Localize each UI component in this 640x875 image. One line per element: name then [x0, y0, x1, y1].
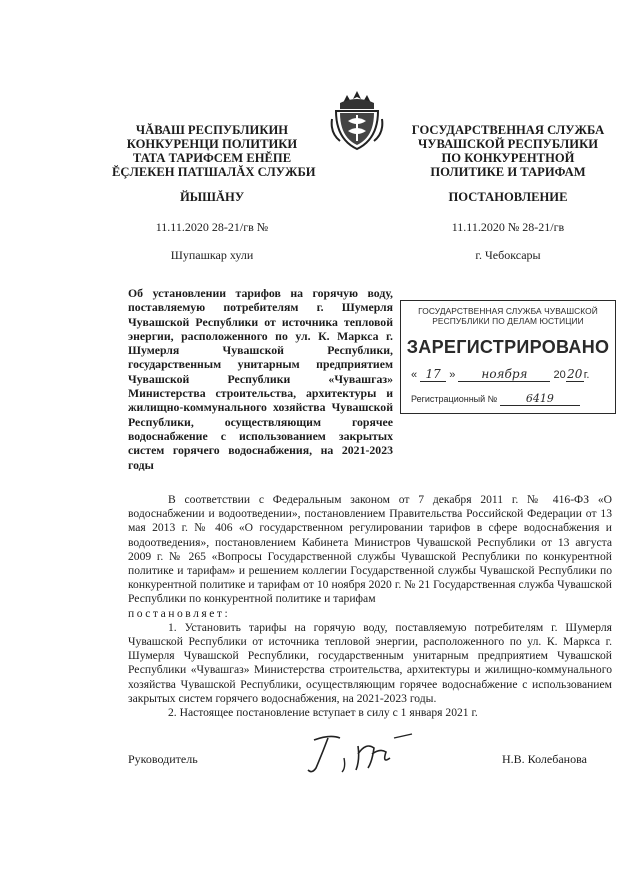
doc-type-chuvash: ЙЫШĂНУ	[179, 190, 245, 204]
item-2-paragraph: 2. Настоящее постановление вступает в силу с 1 января 2021 г.	[168, 706, 478, 720]
signatory-title: Руководитель	[128, 752, 198, 766]
stamp-registered-label: ЗАРЕГИСТРИРОВАНО	[406, 337, 610, 357]
header-right-line-3: ПО КОНКУРЕНТНОЙ	[441, 151, 575, 165]
header-right-russian	[408, 123, 608, 179]
header-left-line-2: КОНКУРЕНЦИ ПОЛИТИКИ	[126, 137, 298, 151]
stamp-year-prefix: 20	[553, 369, 566, 381]
handwritten-signature	[300, 728, 430, 778]
doc-date-number-chuvash: 11.11.2020 28-21/гв №	[155, 220, 269, 234]
stamp-quote-close: »	[449, 369, 456, 381]
doc-type-russian: ПОСТАНОВЛЕНИЕ	[448, 190, 568, 204]
stamp-month: ноября	[458, 367, 550, 382]
stamp-number-row	[411, 392, 607, 406]
header-left-line-4: ĔÇЛЕКЕН ПАТШАЛĂХ СЛУЖБИ	[112, 165, 316, 179]
stamp-date-row	[411, 367, 607, 382]
preamble-paragraph: В соответствии с Федеральным законом от 7 декабря 2011 г. № 416-ФЗ «О водоснабжении и водоотведении», постановлением Правительства Российской Федерации от 13 мая 2013 г. № 406 «О государственном регулировании тарифов в сфере водоснабжения и водоотведения», постановлением Кабинета Министров Чувашской Республики от 13 августа 2009 г. № 265 «Вопросы Государственной службы Чувашской Республики по конкурентной политике и тарифам» и решением коллегии Государственной службы Чувашской Республики по конкурентной политике и тарифам от 10 ноября 2020 г. № 21 Государственная служба Чувашской Республики по конкурентной политике и тарифам	[128, 493, 612, 606]
document-subject: Об установлении тарифов на горячую воду, поставляемую потребителям г. Шумерля Чувашской Республики от источника тепловой энергии, расположенного по ул. К. Маркса г. Шумерля Чувашской Республики, государственным унитарным предприятием Чувашской Республики «Чувашгаз» Министерства строительства, архитектуры и жилищно-коммунального хозяйства Чувашской Республики, осуществляющим горячее водоснабжение с использованием закрытых систем горячего водоснабжения, на 2021-2023 годы	[128, 286, 393, 472]
stamp-reg-label: Регистрационный №	[411, 394, 498, 404]
coat-of-arms-icon	[330, 89, 384, 153]
header-right-line-1: ГОСУДАРСТВЕННАЯ СЛУЖБА	[411, 123, 605, 137]
registration-stamp	[400, 300, 616, 414]
stamp-reg-number: 6419	[500, 392, 580, 406]
header-left-chuvash	[112, 123, 316, 179]
stamp-line-2: РЕСПУБЛИКИ ПО ДЕЛАМ ЮСТИЦИИ	[432, 316, 584, 326]
header-right-line-2: ЧУВАШСКОЙ РЕСПУБЛИКИ	[417, 137, 598, 151]
stamp-line-1: ГОСУДАРСТВЕННАЯ СЛУЖБА ЧУВАШСКОЙ	[418, 306, 598, 316]
stamp-year-suffix: 20	[567, 367, 583, 381]
document-body	[128, 493, 612, 720]
stamp-year-letter: г.	[583, 369, 590, 381]
item-1-paragraph: 1. Установить тарифы на горячую воду, поставляемую потребителям г. Шумерля Чувашской Республики от источника тепловой энергии, расположенного по ул. К. Маркса г. Шумерля Чувашской Республики, государственным унитарным предприятием Чувашской Республики «Чувашгаз» Министерства строительства, архитектуры и жилищно-коммунального хозяйства Чувашской Республики, осуществляющим горячее водоснабжение с использованием закрытых систем горячего водоснабжения, на 2021-2023 годы.	[128, 620, 612, 705]
stamp-day: 17	[420, 367, 446, 382]
signatory-name: Н.В. Колебанова	[502, 752, 587, 766]
header-left-line-1: ЧĂВАШ РЕСПУБЛИКИН	[135, 123, 289, 137]
decree-word: постановляет:	[128, 606, 231, 620]
header-right-line-4: ПОЛИТИКЕ И ТАРИФАМ	[430, 165, 586, 179]
city-chuvash: Шупашкар хули	[170, 248, 254, 262]
city-russian: г. Чебоксары	[475, 248, 541, 262]
doc-date-number-russian: 11.11.2020 № 28-21/гв	[451, 220, 565, 234]
stamp-quote-open: «	[411, 369, 418, 381]
header-left-line-3: ТАТА ТАРИФСЕМ ЕНĔПЕ	[132, 151, 292, 165]
